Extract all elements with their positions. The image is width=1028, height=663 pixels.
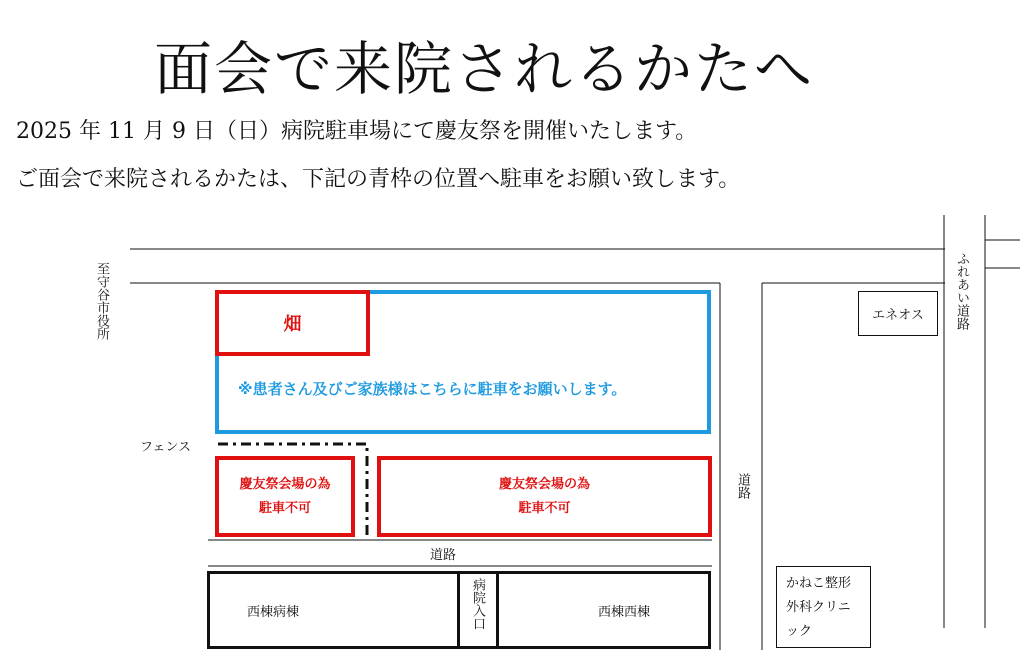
field-label: 畑 [283, 314, 302, 335]
visitor-parking-text: ※患者さん及びご家族様はこちらに駐車をお願いします。 [238, 380, 627, 398]
building-left-label: 西棟病棟 [247, 605, 300, 620]
clinic-box [776, 566, 871, 648]
page-title: 面会で来院されるかたへ [153, 35, 814, 103]
no-parking-left [215, 456, 355, 537]
no-parking-right [377, 456, 712, 537]
notice-line-1: 2025 年 11 月 9 日（日）病院駐車場にて慶友祭を開催いたします。 [16, 119, 698, 144]
no-parking-left-line2: 駐車不可 [258, 500, 311, 516]
no-parking-right-line2: 駐車不可 [518, 500, 571, 516]
clinic-line3: ック [786, 624, 813, 639]
building-right-label: 西棟西棟 [598, 605, 651, 620]
hospital-entrance-label: 病院入口 [470, 578, 485, 630]
road-horizontal-label: 道路 [430, 548, 457, 563]
to-city-office-label: 至守谷市役所 [94, 262, 109, 340]
clinic-line2: 外科クリニ [786, 600, 851, 615]
field-box [215, 290, 370, 356]
fureai-road-label: ふれあい道路 [954, 252, 969, 330]
notice-line-2: ご面会で来院されるかたは、下記の青枠の位置へ駐車をお願い致します。 [16, 167, 741, 192]
fence-label: フェンス [140, 440, 191, 455]
eneos-label: エネオス [872, 308, 924, 323]
no-parking-right-line1: 慶友祭会場の為 [498, 476, 590, 492]
road-vertical-label: 道路 [735, 473, 750, 499]
no-parking-left-line1: 慶友祭会場の為 [239, 476, 331, 492]
eneos-box [858, 291, 938, 336]
clinic-line1: かねこ整形 [786, 576, 852, 591]
